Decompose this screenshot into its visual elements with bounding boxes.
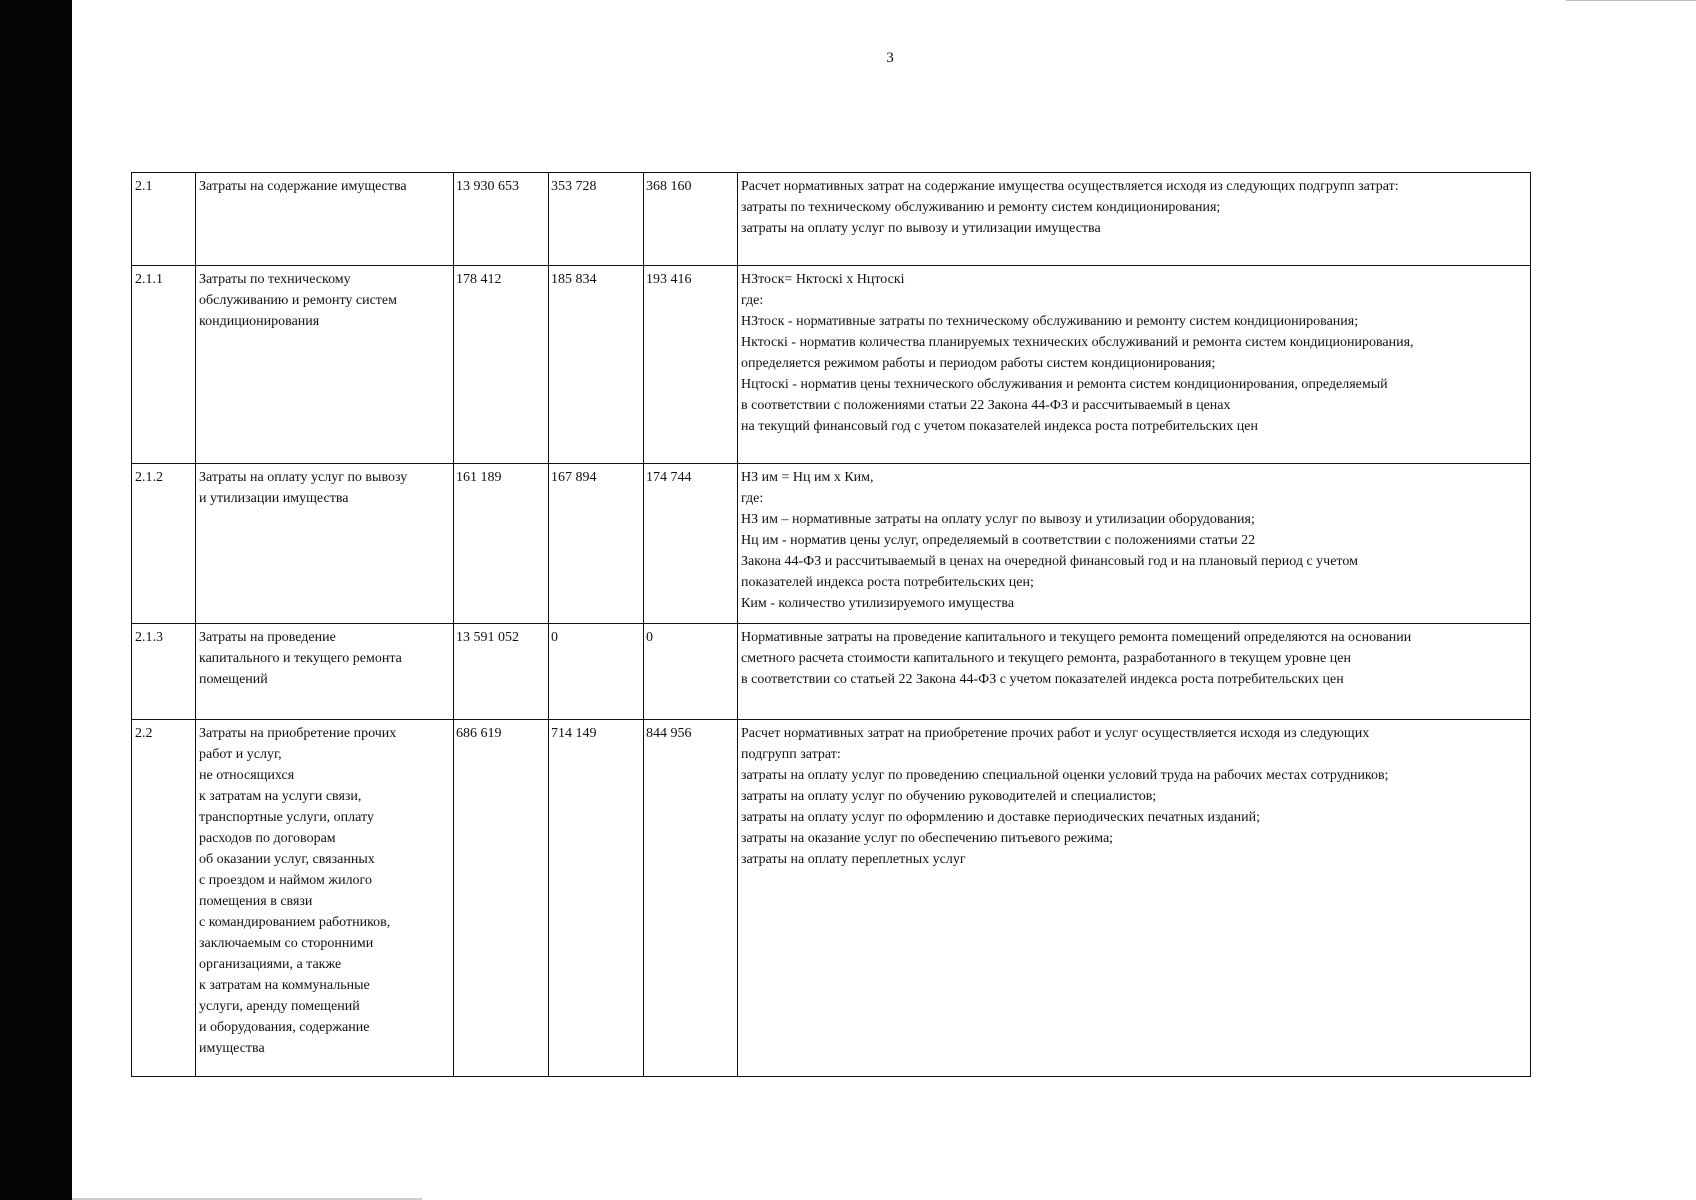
calculation-description-line: НЗ им = Нц им х Ким, [741, 470, 874, 485]
cost-item-name-line: капитального и текущего ремонта [199, 651, 402, 666]
cost-item-name-line: работ и услуг, [199, 747, 282, 762]
amount-value1: 178 412 [456, 272, 502, 287]
calculation-description-line: затраты на оплату услуг по оформлению и доставке периодических печатных изданий; [741, 810, 1261, 825]
amount-value2: 353 728 [551, 179, 597, 194]
amount-value1: 13 930 653 [456, 179, 519, 194]
amount-cell [454, 266, 549, 464]
calculation-description-line: в соответствии со статьей 22 Закона 44-ФЗ с учетом показателей индекса роста потребительских цен [741, 672, 1344, 687]
table-row [132, 720, 1531, 1077]
scan-left-border [0, 0, 72, 1200]
amount-value3: 0 [646, 630, 653, 645]
cost-item-name-cell [196, 173, 454, 266]
calculation-description-line: в соответствии с положениями статьи 22 Закона 44-ФЗ и рассчитываемый в ценах [741, 398, 1231, 413]
row-code-cell [132, 720, 196, 1077]
calculation-description-line: затраты на оплату услуг по проведению специальной оценки условий труда на рабочих местах сотрудников; [741, 768, 1389, 783]
calculation-description-line: НЗ им – нормативные затраты на оплату услуг по вывозу и утилизации оборудования; [741, 512, 1255, 527]
cost-item-name-line: обслуживанию и ремонту систем [199, 293, 397, 308]
amount-value3: 174 744 [646, 470, 692, 485]
cost-item-name-line: кондиционирования [199, 314, 320, 329]
calculation-description-line: Расчет нормативных затрат на содержание имущества осуществляется исходя из следующих подгрупп затрат: [741, 179, 1399, 194]
row-code-cell [132, 173, 196, 266]
table-body [132, 173, 1531, 1077]
cost-table [131, 172, 1531, 1077]
cost-item-name-line: организациями, а также [199, 957, 342, 972]
calculation-description-cell [738, 720, 1531, 1077]
cost-item-name-line: и оборудования, содержание [199, 1020, 370, 1035]
cost-item-name-cell [196, 464, 454, 624]
table-row [132, 266, 1531, 464]
row-code: 2.1 [135, 179, 153, 194]
calculation-description-line: затраты на оплату услуг по вывозу и утилизации имущества [741, 221, 1101, 236]
amount-value1: 161 189 [456, 470, 502, 485]
cost-item-name-cell [196, 624, 454, 720]
cost-item-name-line: не относящихся [199, 768, 295, 783]
calculation-description-line: затраты на оказание услуг по обеспечению питьевого режима; [741, 831, 1114, 846]
calculation-description-line: Нктоскі - норматив количества планируемых технических обслуживаний и ремонта систем кондиционирования, [741, 335, 1414, 350]
amount-value3: 368 160 [646, 179, 692, 194]
amount-cell [644, 624, 738, 720]
amount-cell [454, 464, 549, 624]
calculation-description-line: Нц им - норматив цены услуг, определяемый в соответствии с положениями статьи 22 [741, 533, 1256, 548]
calculation-description-line: затраты на оплату переплетных услуг [741, 852, 966, 867]
scan-top-mark [1566, 0, 1696, 1]
cost-item-name-line: и утилизации имущества [199, 491, 349, 506]
cost-item-name-line: имущества [199, 1041, 265, 1056]
amount-value1: 13 591 052 [456, 630, 519, 645]
calculation-description-line: определяется режимом работы и периодом работы систем кондиционирования; [741, 356, 1216, 371]
cost-item-name-line: с командированием работников, [199, 915, 391, 930]
amount-cell [644, 173, 738, 266]
amount-cell [549, 464, 644, 624]
amount-value2: 185 834 [551, 272, 597, 287]
calculation-description-line: Расчет нормативных затрат на приобретение прочих работ и услуг осуществляется исходя из следующих [741, 726, 1370, 741]
calculation-description-line: Нцтоскі - норматив цены технического обслуживания и ремонта систем кондиционирования, определяемый [741, 377, 1388, 392]
table-row [132, 173, 1531, 266]
amount-cell [549, 720, 644, 1077]
row-code-cell [132, 464, 196, 624]
amount-value1: 686 619 [456, 726, 502, 741]
calculation-description-line: сметного расчета стоимости капитального и текущего ремонта, разработанного в текущем уровне цен [741, 651, 1351, 666]
cost-item-name-line: помещения в связи [199, 894, 313, 909]
amount-cell [644, 464, 738, 624]
cost-item-name-line: помещений [199, 672, 268, 687]
cost-item-name-line: Затраты на проведение [199, 630, 336, 645]
calculation-description-line: НЗтоск - нормативные затраты по техническому обслуживанию и ремонту систем кондиционирования; [741, 314, 1359, 329]
amount-value3: 193 416 [646, 272, 692, 287]
calculation-description-line: где: [741, 491, 764, 506]
cost-item-name-line: Затраты на содержание имущества [199, 179, 407, 194]
row-code: 2.1.1 [135, 272, 163, 287]
amount-cell [549, 173, 644, 266]
cost-item-name-line: Затраты по техническому [199, 272, 351, 287]
cost-item-name-line: к затратам на услуги связи, [199, 789, 362, 804]
cost-item-name-line: транспортные услуги, оплату [199, 810, 374, 825]
cost-item-name-line: расходов по договорам [199, 831, 336, 846]
amount-value3: 844 956 [646, 726, 692, 741]
amount-cell [644, 720, 738, 1077]
cost-item-name-line: Затраты на оплату услуг по вывозу [199, 470, 408, 485]
cost-item-name-cell [196, 266, 454, 464]
cost-item-name-line: заключаемым со сторонними [199, 936, 374, 951]
calculation-description-line: НЗтоск= Нктоскі х Нцтоскі [741, 272, 905, 287]
amount-cell [644, 266, 738, 464]
calculation-description-line: Ким - количество утилизируемого имущества [741, 596, 1015, 611]
calculation-description-cell [738, 464, 1531, 624]
row-code: 2.1.3 [135, 630, 163, 645]
amount-value2: 714 149 [551, 726, 597, 741]
calculation-description-line: подгрупп затрат: [741, 747, 841, 762]
cost-item-name-line: к затратам на коммунальные [199, 978, 370, 993]
table-row [132, 624, 1531, 720]
table-row [132, 464, 1531, 624]
row-code-cell [132, 266, 196, 464]
cost-item-name-line: с проездом и наймом жилого [199, 873, 372, 888]
cost-item-name-line: об оказании услуг, связанных [199, 852, 375, 867]
calculation-description-line: Нормативные затраты на проведение капитального и текущего ремонта помещений определяются на основании [741, 630, 1412, 645]
cost-item-name-line: услуги, аренду помещений [199, 999, 360, 1014]
calculation-description-line: где: [741, 293, 764, 308]
calculation-description-cell [738, 266, 1531, 464]
amount-value2: 167 894 [551, 470, 597, 485]
row-code: 2.1.2 [135, 470, 163, 485]
amount-cell [454, 173, 549, 266]
calculation-description-line: Закона 44-ФЗ и рассчитываемый в ценах на очередной финансовый год и на плановый период с учетом [741, 554, 1358, 569]
row-code: 2.2 [135, 726, 153, 741]
amount-cell [454, 624, 549, 720]
cost-item-name-cell [196, 720, 454, 1077]
calculation-description-line: затраты на оплату услуг по обучению руководителей и специалистов; [741, 789, 1157, 804]
amount-cell [549, 266, 644, 464]
calculation-description-cell [738, 624, 1531, 720]
amount-cell [549, 624, 644, 720]
amount-value2: 0 [551, 630, 558, 645]
calculation-description-line: показателей индекса роста потребительских цен; [741, 575, 1034, 590]
page-number: 3 [886, 50, 894, 66]
row-code-cell [132, 624, 196, 720]
calculation-description-cell [738, 173, 1531, 266]
calculation-description-line: затраты по техническому обслуживанию и ремонту систем кондиционирования; [741, 200, 1221, 215]
amount-cell [454, 720, 549, 1077]
calculation-description-line: на текущий финансовый год с учетом показателей индекса роста потребительских цен [741, 419, 1258, 434]
cost-item-name-line: Затраты на приобретение прочих [199, 726, 397, 741]
